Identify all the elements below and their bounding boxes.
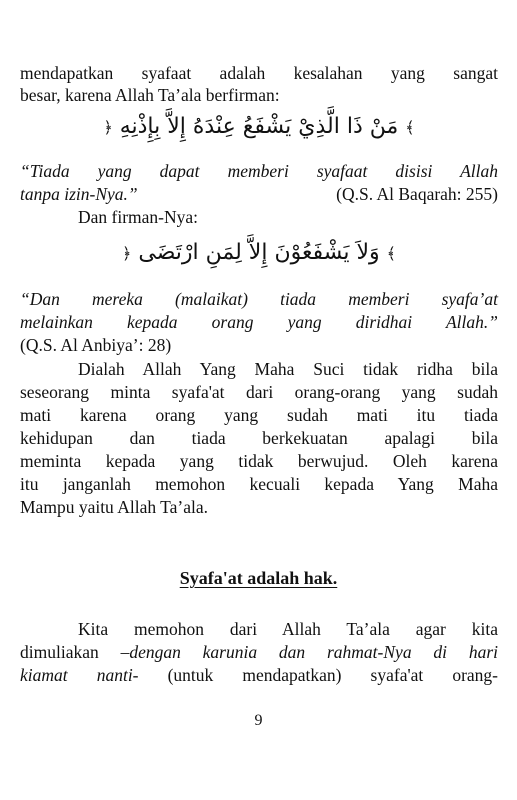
arabic-verse-2-text: وَلاَ يَشْفَعُوْنَ إِلاَّ لِمَنِ ارْتَضَى: [138, 240, 380, 265]
verse-bracket-close: ﴿: [103, 118, 113, 137]
verse-bracket-close: ﴿: [121, 244, 132, 263]
verse-1-translation-line-2: tanpa izin-Nya.”: [20, 184, 138, 204]
arabic-verse-1-text: مَنْ ذَا الَّذِيْ يَشْفَعُ عِنْدَهُ إِلاَّ بِإِذْنِهِ: [119, 114, 399, 139]
verse-1-reference: (Q.S. Al Baqarah: 255): [336, 184, 498, 204]
last-line-1: Kita memohon dari Allah Ta’ala agar kita: [78, 619, 498, 639]
verse-2-translation-line-1: “Dan mereka (malaikat) tiada memberi syafa’at: [20, 289, 498, 309]
verse-1-translation-line-1: “Tiada yang dapat memberi syafaat disisi Allah: [20, 161, 498, 181]
page-number: 9: [254, 712, 263, 729]
main-line-1: Dialah Allah Yang Maha Suci tidak ridha bila: [78, 359, 498, 379]
verse-2-translation-line-2: melainkan kepada orang yang diridhai Allah.”: [20, 312, 498, 332]
verse-2-reference: (Q.S. Al Anbiya’: 28): [20, 335, 172, 355]
main-line-7: Mampu yaitu Allah Ta’ala.: [20, 497, 208, 517]
arabic-verse-2: [20, 238, 498, 269]
last-line-2: [20, 641, 498, 663]
main-line-6: itu janganlah memohon kecuali kepada Yang Maha: [20, 474, 498, 494]
last-line-3-plain: (untuk mendapatkan) syafa'at orang-: [138, 665, 498, 685]
verse-bracket-open: ﴾: [405, 118, 415, 137]
intro-line-2: besar, karena Allah Ta’ala berfirman:: [20, 85, 280, 105]
last-line-3-italic: kiamat nanti-: [20, 665, 139, 685]
last-line-2-plain: dimuliakan: [20, 642, 121, 662]
last-line-3: [20, 664, 498, 686]
arabic-verse-1: [20, 112, 498, 143]
main-line-5: meminta kepada yang tidak berwujud. Oleh karena: [20, 451, 498, 471]
section-heading: Syafa'at adalah hak.: [179, 568, 338, 588]
verse-1-translation-row: [20, 183, 498, 205]
main-line-2: seseorang minta syafa'at dari orang-orang yang sudah: [20, 382, 498, 402]
main-line-4: kehidupan dan tiada berkekuatan apalagi bila: [20, 428, 498, 448]
last-line-2-italic: –dengan karunia dan rahmat-Nya di hari: [120, 642, 498, 662]
intro-line-1: mendapatkan syafaat adalah kesalahan yang sangat: [20, 63, 498, 83]
verse-bracket-open: ﴾: [386, 244, 396, 263]
main-line-3: mati karena orang yang sudah mati itu tiada: [20, 405, 498, 425]
intro-2: Dan firman-Nya:: [78, 207, 199, 227]
